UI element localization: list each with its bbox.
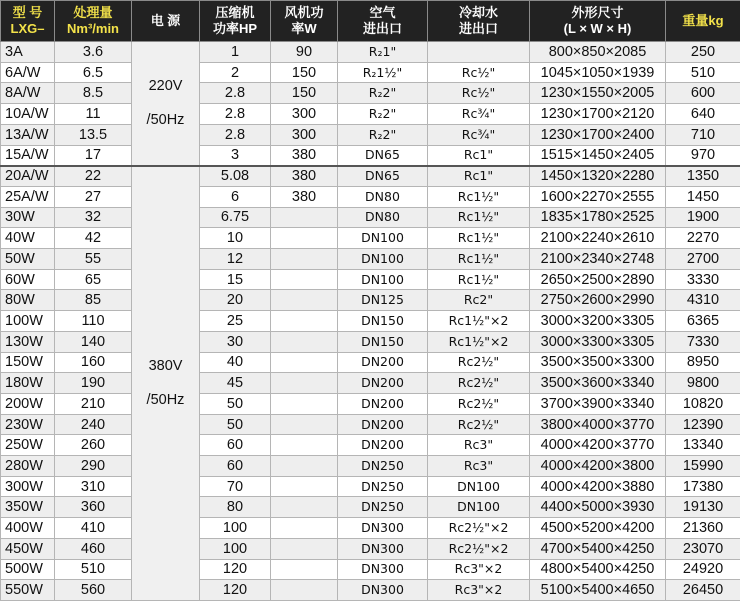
table-row bbox=[1, 166, 740, 187]
cell-fan-power bbox=[271, 228, 338, 249]
cell-water-inlet bbox=[428, 42, 530, 63]
cell-air-inlet: DN150 bbox=[338, 331, 428, 352]
cell-model: 50W bbox=[1, 249, 55, 270]
cell-dimensions: 800×850×2085 bbox=[530, 42, 666, 63]
cell-flow: 110 bbox=[55, 311, 132, 332]
cell-model: 20A/W bbox=[1, 166, 55, 187]
cell-fan-power: 380 bbox=[271, 145, 338, 166]
cell-water-inlet: DN100 bbox=[428, 497, 530, 518]
cell-model: 10A/W bbox=[1, 104, 55, 125]
cell-weight: 2270 bbox=[666, 228, 740, 249]
cell-flow: 560 bbox=[55, 580, 132, 601]
cell-flow: 22 bbox=[55, 166, 132, 187]
cell-air-inlet: DN300 bbox=[338, 559, 428, 580]
table-row bbox=[1, 518, 740, 539]
cell-dimensions: 4000×4200×3770 bbox=[530, 435, 666, 456]
cell-dimensions: 3000×3200×3305 bbox=[530, 311, 666, 332]
cell-model: 150W bbox=[1, 352, 55, 373]
table-row bbox=[1, 373, 740, 394]
cell-flow: 260 bbox=[55, 435, 132, 456]
cell-flow: 410 bbox=[55, 518, 132, 539]
cell-flow: 240 bbox=[55, 414, 132, 435]
cell-model: 8A/W bbox=[1, 83, 55, 104]
cell-dimensions: 3500×3600×3340 bbox=[530, 373, 666, 394]
cell-air-inlet: DN250 bbox=[338, 497, 428, 518]
cell-compressor-hp: 100 bbox=[200, 518, 271, 539]
cell-compressor-hp: 6.75 bbox=[200, 207, 271, 228]
cell-flow: 6.5 bbox=[55, 62, 132, 83]
cell-compressor-hp: 2.8 bbox=[200, 83, 271, 104]
table-row bbox=[1, 311, 740, 332]
cell-water-inlet: Rc1½" bbox=[428, 249, 530, 270]
cell-air-inlet: DN300 bbox=[338, 538, 428, 559]
cell-air-inlet: R₂2" bbox=[338, 83, 428, 104]
cell-water-inlet: Rc1½" bbox=[428, 207, 530, 228]
cell-weight: 710 bbox=[666, 124, 740, 145]
cell-water-inlet: Rc2½" bbox=[428, 393, 530, 414]
cell-compressor-hp: 5.08 bbox=[200, 166, 271, 187]
header-compressor-hp: 压缩机 功率HP bbox=[200, 1, 271, 42]
cell-weight: 3330 bbox=[666, 269, 740, 290]
cell-air-inlet: DN200 bbox=[338, 414, 428, 435]
cell-compressor-hp: 2 bbox=[200, 62, 271, 83]
header-fan-power: 风机功 率W bbox=[271, 1, 338, 42]
cell-compressor-hp: 3 bbox=[200, 145, 271, 166]
cell-water-inlet: Rc2½" bbox=[428, 373, 530, 394]
cell-air-inlet: DN80 bbox=[338, 207, 428, 228]
cell-fan-power bbox=[271, 476, 338, 497]
cell-air-inlet: DN100 bbox=[338, 249, 428, 270]
cell-weight: 13340 bbox=[666, 435, 740, 456]
cell-fan-power bbox=[271, 207, 338, 228]
cell-weight: 4310 bbox=[666, 290, 740, 311]
cell-water-inlet: Rc1½" bbox=[428, 269, 530, 290]
cell-flow: 140 bbox=[55, 331, 132, 352]
cell-fan-power: 90 bbox=[271, 42, 338, 63]
cell-model: 3A bbox=[1, 42, 55, 63]
cell-dimensions: 4000×4200×3800 bbox=[530, 456, 666, 477]
cell-model: 15A/W bbox=[1, 145, 55, 166]
cell-dimensions: 1515×1450×2405 bbox=[530, 145, 666, 166]
cell-dimensions: 2100×2340×2748 bbox=[530, 249, 666, 270]
cell-compressor-hp: 100 bbox=[200, 538, 271, 559]
cell-water-inlet: Rc3" bbox=[428, 456, 530, 477]
cell-model: 30W bbox=[1, 207, 55, 228]
cell-weight: 8950 bbox=[666, 352, 740, 373]
cell-compressor-hp: 80 bbox=[200, 497, 271, 518]
header-row bbox=[1, 1, 740, 42]
header-flow: 处理量 Nm³/min bbox=[55, 1, 132, 42]
cell-water-inlet: DN100 bbox=[428, 476, 530, 497]
cell-fan-power bbox=[271, 456, 338, 477]
cell-dimensions: 1230×1550×2005 bbox=[530, 83, 666, 104]
cell-compressor-hp: 45 bbox=[200, 373, 271, 394]
cell-dimensions: 3800×4000×3770 bbox=[530, 414, 666, 435]
cell-dimensions: 1835×1780×2525 bbox=[530, 207, 666, 228]
cell-flow: 510 bbox=[55, 559, 132, 580]
cell-fan-power bbox=[271, 373, 338, 394]
cell-flow: 85 bbox=[55, 290, 132, 311]
cell-compressor-hp: 2.8 bbox=[200, 124, 271, 145]
table-row bbox=[1, 269, 740, 290]
cell-model: 180W bbox=[1, 373, 55, 394]
cell-air-inlet: DN100 bbox=[338, 269, 428, 290]
cell-weight: 1350 bbox=[666, 166, 740, 187]
cell-dimensions: 1600×2270×2555 bbox=[530, 186, 666, 207]
cell-weight: 250 bbox=[666, 42, 740, 63]
cell-model: 200W bbox=[1, 393, 55, 414]
cell-dimensions: 4800×5400×4250 bbox=[530, 559, 666, 580]
cell-flow: 65 bbox=[55, 269, 132, 290]
table-row bbox=[1, 83, 740, 104]
cell-dimensions: 4000×4200×3880 bbox=[530, 476, 666, 497]
cell-weight: 9800 bbox=[666, 373, 740, 394]
cell-fan-power bbox=[271, 538, 338, 559]
cell-flow: 190 bbox=[55, 373, 132, 394]
cell-compressor-hp: 15 bbox=[200, 269, 271, 290]
cell-compressor-hp: 1 bbox=[200, 42, 271, 63]
cell-water-inlet: Rc1½"×2 bbox=[428, 311, 530, 332]
cell-compressor-hp: 12 bbox=[200, 249, 271, 270]
cell-dimensions: 3500×3500×3300 bbox=[530, 352, 666, 373]
cell-model: 100W bbox=[1, 311, 55, 332]
cell-dimensions: 5100×5400×4650 bbox=[530, 580, 666, 601]
cell-dimensions: 2650×2500×2890 bbox=[530, 269, 666, 290]
header-model: 型 号 LXG– bbox=[1, 1, 55, 42]
table-row bbox=[1, 124, 740, 145]
cell-water-inlet: Rc1½" bbox=[428, 228, 530, 249]
cell-flow: 27 bbox=[55, 186, 132, 207]
cell-model: 230W bbox=[1, 414, 55, 435]
cell-water-inlet: Rc¾" bbox=[428, 104, 530, 125]
cell-weight: 1450 bbox=[666, 186, 740, 207]
cell-model: 60W bbox=[1, 269, 55, 290]
cell-fan-power bbox=[271, 249, 338, 270]
cell-flow: 8.5 bbox=[55, 83, 132, 104]
cell-compressor-hp: 25 bbox=[200, 311, 271, 332]
cell-model: 550W bbox=[1, 580, 55, 601]
cell-compressor-hp: 50 bbox=[200, 414, 271, 435]
cell-fan-power: 380 bbox=[271, 166, 338, 187]
header-power: 电 源 bbox=[132, 1, 200, 42]
header-air-inlet: 空气 进出口 bbox=[338, 1, 428, 42]
cell-air-inlet: DN150 bbox=[338, 311, 428, 332]
cell-water-inlet: Rc½" bbox=[428, 83, 530, 104]
cell-model: 250W bbox=[1, 435, 55, 456]
cell-flow: 42 bbox=[55, 228, 132, 249]
table-row bbox=[1, 456, 740, 477]
cell-air-inlet: DN300 bbox=[338, 518, 428, 539]
cell-fan-power: 300 bbox=[271, 124, 338, 145]
cell-compressor-hp: 120 bbox=[200, 559, 271, 580]
table-row bbox=[1, 352, 740, 373]
cell-air-inlet: DN300 bbox=[338, 580, 428, 601]
cell-model: 350W bbox=[1, 497, 55, 518]
table-row bbox=[1, 62, 740, 83]
cell-air-inlet: R₂2" bbox=[338, 124, 428, 145]
cell-weight: 23070 bbox=[666, 538, 740, 559]
cell-air-inlet: R₂1½" bbox=[338, 62, 428, 83]
cell-model: 6A/W bbox=[1, 62, 55, 83]
table-row bbox=[1, 145, 740, 166]
table-body bbox=[1, 42, 740, 601]
table-row bbox=[1, 393, 740, 414]
cell-water-inlet: Rc2½" bbox=[428, 414, 530, 435]
cell-compressor-hp: 120 bbox=[200, 580, 271, 601]
cell-water-inlet: Rc2½" bbox=[428, 352, 530, 373]
cell-dimensions: 4500×5200×4200 bbox=[530, 518, 666, 539]
cell-dimensions: 4400×5000×3930 bbox=[530, 497, 666, 518]
header-weight: 重量kg bbox=[666, 1, 740, 42]
cell-air-inlet: DN200 bbox=[338, 373, 428, 394]
cell-air-inlet: DN100 bbox=[338, 228, 428, 249]
cell-flow: 310 bbox=[55, 476, 132, 497]
cell-compressor-hp: 60 bbox=[200, 456, 271, 477]
cell-flow: 32 bbox=[55, 207, 132, 228]
cell-dimensions: 1450×1320×2280 bbox=[530, 166, 666, 187]
cell-air-inlet: DN65 bbox=[338, 166, 428, 187]
table-header bbox=[1, 1, 740, 42]
cell-weight: 2700 bbox=[666, 249, 740, 270]
table-row bbox=[1, 414, 740, 435]
cell-model: 130W bbox=[1, 331, 55, 352]
cell-water-inlet: Rc¾" bbox=[428, 124, 530, 145]
table-row bbox=[1, 249, 740, 270]
cell-air-inlet: DN80 bbox=[338, 186, 428, 207]
cell-water-inlet: Rc1" bbox=[428, 166, 530, 187]
cell-flow: 17 bbox=[55, 145, 132, 166]
cell-flow: 11 bbox=[55, 104, 132, 125]
cell-air-inlet: R₂1" bbox=[338, 42, 428, 63]
cell-flow: 360 bbox=[55, 497, 132, 518]
cell-fan-power bbox=[271, 580, 338, 601]
cell-weight: 10820 bbox=[666, 393, 740, 414]
cell-power-group: 220V /50Hz bbox=[132, 42, 200, 166]
cell-compressor-hp: 20 bbox=[200, 290, 271, 311]
table-row bbox=[1, 290, 740, 311]
cell-air-inlet: R₂2" bbox=[338, 104, 428, 125]
cell-water-inlet: Rc3"×2 bbox=[428, 580, 530, 601]
cell-weight: 6365 bbox=[666, 311, 740, 332]
cell-air-inlet: DN200 bbox=[338, 393, 428, 414]
table-row bbox=[1, 497, 740, 518]
cell-flow: 460 bbox=[55, 538, 132, 559]
cell-fan-power bbox=[271, 352, 338, 373]
cell-flow: 290 bbox=[55, 456, 132, 477]
cell-fan-power bbox=[271, 393, 338, 414]
cell-model: 450W bbox=[1, 538, 55, 559]
cell-dimensions: 2100×2240×2610 bbox=[530, 228, 666, 249]
cell-weight: 21360 bbox=[666, 518, 740, 539]
cell-model: 80W bbox=[1, 290, 55, 311]
cell-flow: 3.6 bbox=[55, 42, 132, 63]
table-row bbox=[1, 580, 740, 601]
cell-water-inlet: Rc2" bbox=[428, 290, 530, 311]
cell-dimensions: 1230×1700×2400 bbox=[530, 124, 666, 145]
cell-fan-power: 150 bbox=[271, 83, 338, 104]
cell-compressor-hp: 70 bbox=[200, 476, 271, 497]
cell-compressor-hp: 6 bbox=[200, 186, 271, 207]
cell-air-inlet: DN200 bbox=[338, 352, 428, 373]
cell-compressor-hp: 2.8 bbox=[200, 104, 271, 125]
cell-fan-power bbox=[271, 497, 338, 518]
cell-fan-power bbox=[271, 311, 338, 332]
cell-compressor-hp: 50 bbox=[200, 393, 271, 414]
cell-weight: 26450 bbox=[666, 580, 740, 601]
cell-water-inlet: Rc2½"×2 bbox=[428, 538, 530, 559]
cell-water-inlet: Rc1½" bbox=[428, 186, 530, 207]
cell-fan-power bbox=[271, 269, 338, 290]
cell-air-inlet: DN65 bbox=[338, 145, 428, 166]
cell-weight: 1900 bbox=[666, 207, 740, 228]
cell-water-inlet: Rc2½"×2 bbox=[428, 518, 530, 539]
cell-dimensions: 1045×1050×1939 bbox=[530, 62, 666, 83]
cell-dimensions: 3000×3300×3305 bbox=[530, 331, 666, 352]
cell-water-inlet: Rc1½"×2 bbox=[428, 331, 530, 352]
cell-dimensions: 1230×1700×2120 bbox=[530, 104, 666, 125]
cell-fan-power: 300 bbox=[271, 104, 338, 125]
cell-compressor-hp: 40 bbox=[200, 352, 271, 373]
cell-flow: 210 bbox=[55, 393, 132, 414]
table-row bbox=[1, 538, 740, 559]
cell-weight: 12390 bbox=[666, 414, 740, 435]
cell-air-inlet: DN250 bbox=[338, 456, 428, 477]
cell-fan-power bbox=[271, 435, 338, 456]
cell-fan-power: 150 bbox=[271, 62, 338, 83]
cell-air-inlet: DN125 bbox=[338, 290, 428, 311]
cell-fan-power bbox=[271, 414, 338, 435]
header-water-inlet: 冷却水 进出口 bbox=[428, 1, 530, 42]
cell-fan-power bbox=[271, 290, 338, 311]
table-row bbox=[1, 207, 740, 228]
cell-weight: 24920 bbox=[666, 559, 740, 580]
header-dimensions: 外形尺寸 (L × W × H) bbox=[530, 1, 666, 42]
cell-model: 300W bbox=[1, 476, 55, 497]
table-row bbox=[1, 559, 740, 580]
table-row bbox=[1, 104, 740, 125]
table-row bbox=[1, 435, 740, 456]
cell-weight: 7330 bbox=[666, 331, 740, 352]
cell-compressor-hp: 30 bbox=[200, 331, 271, 352]
table-row bbox=[1, 228, 740, 249]
cell-model: 13A/W bbox=[1, 124, 55, 145]
cell-weight: 15990 bbox=[666, 456, 740, 477]
cell-compressor-hp: 10 bbox=[200, 228, 271, 249]
cell-power-group: 380V /50Hz bbox=[132, 166, 200, 601]
table-row bbox=[1, 186, 740, 207]
cell-fan-power bbox=[271, 518, 338, 539]
cell-fan-power: 380 bbox=[271, 186, 338, 207]
cell-weight: 640 bbox=[666, 104, 740, 125]
cell-model: 40W bbox=[1, 228, 55, 249]
cell-weight: 600 bbox=[666, 83, 740, 104]
cell-weight: 17380 bbox=[666, 476, 740, 497]
cell-dimensions: 3700×3900×3340 bbox=[530, 393, 666, 414]
cell-air-inlet: DN250 bbox=[338, 476, 428, 497]
cell-water-inlet: Rc1" bbox=[428, 145, 530, 166]
cell-fan-power bbox=[271, 559, 338, 580]
cell-model: 500W bbox=[1, 559, 55, 580]
cell-water-inlet: Rc3"×2 bbox=[428, 559, 530, 580]
table-row bbox=[1, 331, 740, 352]
cell-model: 280W bbox=[1, 456, 55, 477]
cell-fan-power bbox=[271, 331, 338, 352]
cell-model: 25A/W bbox=[1, 186, 55, 207]
cell-dimensions: 2750×2600×2990 bbox=[530, 290, 666, 311]
table-row bbox=[1, 42, 740, 63]
cell-weight: 19130 bbox=[666, 497, 740, 518]
cell-model: 400W bbox=[1, 518, 55, 539]
cell-flow: 55 bbox=[55, 249, 132, 270]
cell-flow: 160 bbox=[55, 352, 132, 373]
cell-compressor-hp: 60 bbox=[200, 435, 271, 456]
cell-water-inlet: Rc½" bbox=[428, 62, 530, 83]
table-row bbox=[1, 476, 740, 497]
cell-water-inlet: Rc3" bbox=[428, 435, 530, 456]
cell-flow: 13.5 bbox=[55, 124, 132, 145]
cell-weight: 510 bbox=[666, 62, 740, 83]
cell-air-inlet: DN200 bbox=[338, 435, 428, 456]
cell-dimensions: 4700×5400×4250 bbox=[530, 538, 666, 559]
cell-weight: 970 bbox=[666, 145, 740, 166]
